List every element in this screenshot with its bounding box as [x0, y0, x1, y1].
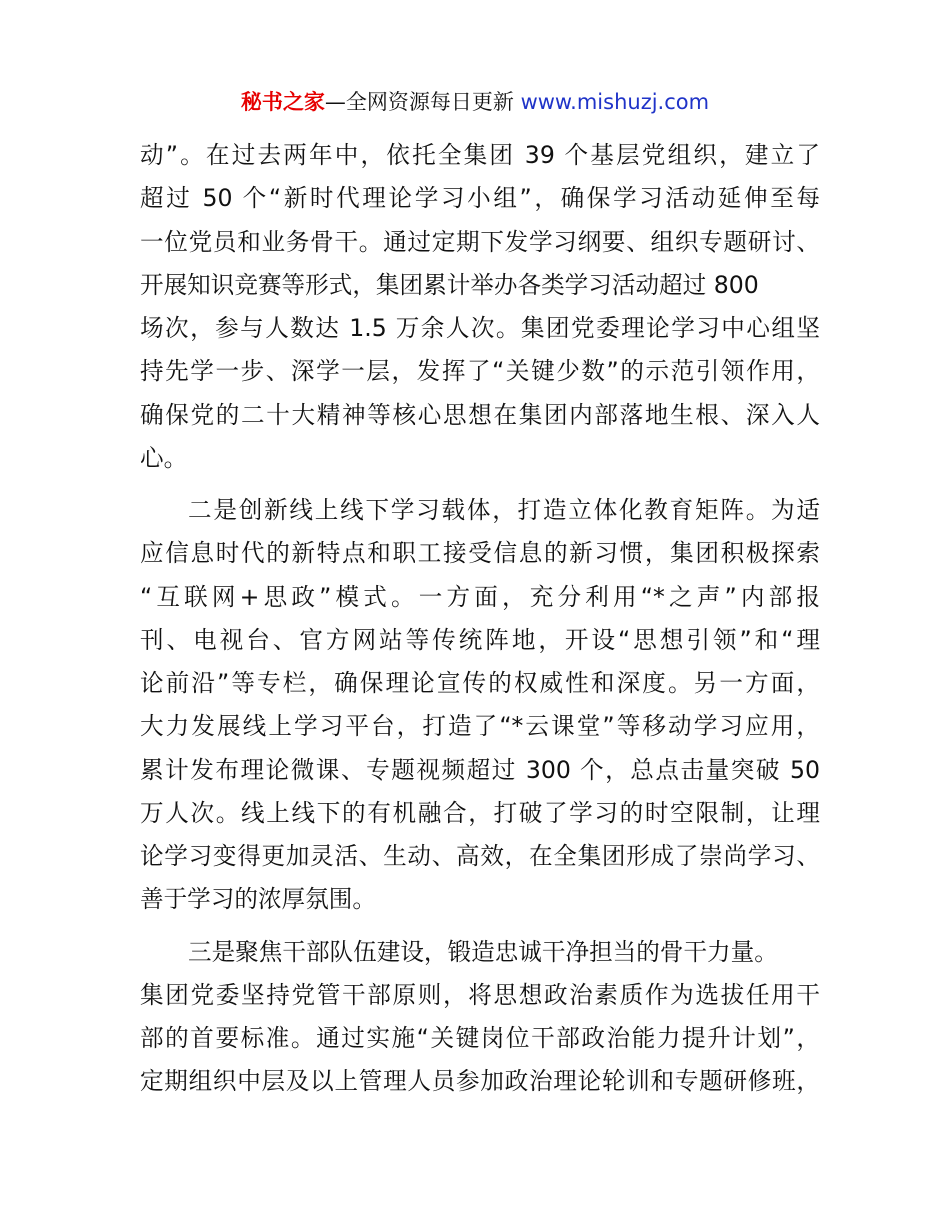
site-tagline: —全网资源每日更新 [324, 90, 521, 114]
paragraph-3 [140, 931, 820, 1104]
text-line: 论前沿”等专栏，确保理论宣传的权威性和深度。另一方面， [140, 669, 820, 697]
text-line: 开展知识竞赛等形式，集团累计举办各类学习活动超过 800 [140, 270, 759, 299]
text-line: 三是聚焦干部队伍建设，锻造忠诚干净担当的骨干力量。 [188, 937, 778, 966]
text-line: 刊、电视台、官方网站等传统阵地，开设“思想引领”和“理 [140, 625, 820, 654]
text-line: 应信息时代的新特点和职工接受信息的新习惯，集团积极探索 [140, 539, 820, 568]
text-line: 善于学习的浓厚氛围。 [140, 885, 376, 914]
text-line: 持先学一步、深学一层，发挥了“关键少数”的示范引领作用， [140, 357, 820, 386]
site-brand: 秘书之家 [240, 90, 325, 114]
text-line: 累计发布理论微课、专题视频超过 300 个，总点击量突破 50 [140, 755, 820, 784]
text-line: 二是创新线上线下学习载体，打造立体化教育矩阵。为适 [188, 496, 820, 524]
site-header [0, 86, 950, 118]
text-line: 动”。在过去两年中，依托全集团 39 个基层党组织，建立了 [140, 141, 820, 169]
text-line: 确保党的二十大精神等核心思想在集团内部落地生根、深入人 [140, 400, 820, 429]
text-line: 心。 [140, 443, 188, 472]
text-line: 万人次。线上线下的有机融合，打破了学习的时空限制，让理 [140, 798, 820, 827]
text-line: 场次，参与人数达 1.5 万余人次。集团党委理论学习中心组坚 [140, 314, 820, 342]
site-url-link[interactable]: www.mishuzj.com [520, 90, 710, 114]
text-line: “互联网+思政”模式。一方面，充分利用“*之声”内部报 [140, 582, 820, 611]
text-line: 定期组织中层及以上管理人员参加政治理论轮训和专题研修班， [140, 1067, 820, 1096]
text-line: 集团党委坚持党管干部原则，将思想政治素质作为选拔任用干 [140, 980, 820, 1009]
text-line: 超过 50 个“新时代理论学习小组”，确保学习活动延伸至每 [140, 184, 820, 213]
paragraph-1 [140, 134, 820, 480]
text-line: 一位党员和业务骨干。通过定期下发学习纲要、组织专题研讨、 [140, 227, 820, 256]
text-line: 大力发展线上学习平台，打造了“*云课堂”等移动学习应用， [140, 712, 820, 741]
paragraph-2 [140, 489, 820, 922]
text-line: 论学习变得更加灵活、生动、高效，在全集团形成了崇尚学习、 [140, 842, 820, 870]
text-line: 部的首要标准。通过实施“关键岗位干部政治能力提升计划”， [140, 1024, 820, 1052]
document-body [140, 134, 820, 1104]
